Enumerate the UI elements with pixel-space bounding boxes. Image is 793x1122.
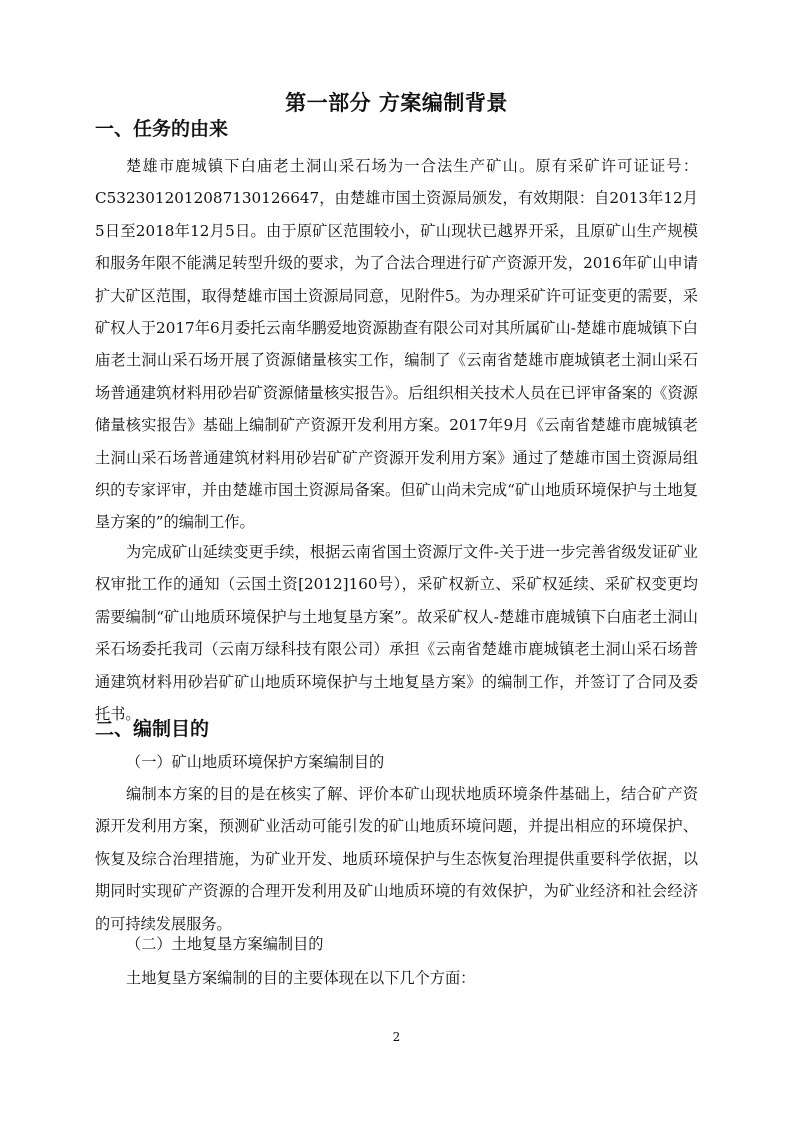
section-heading-purpose: 二、编制目的 xyxy=(95,718,210,740)
paragraph-origin-1: 楚雄市鹿城镇下白庙老土洞山采石场为一合法生产矿山。原有采矿许可证证号：C5323012012087130126647，由楚雄市国土资源局颁发，有效期限：自2013年12月5日至2018年12月5日。由于原矿区范围较小，矿山现状已越界开采，且原矿山生产规模和服务年限不能满足转型升级的要求，为了合法合理进行矿产资源开发，2016年矿山申请扩大矿区范围，取得楚雄市国土资源局同意，见附件5。为办理采矿许可证变更的需要，采矿权人于2017年6月委托云南华鹏爱地资源勘查有限公司对其所属矿山-楚雄市鹿城镇下白庙老土洞山采石场开展了资源储量核实工作，编制了《云南省楚雄市鹿城镇老土洞山采石场普通建筑材料用砂岩矿资源储量核实报告》。后组织相关技术人员在已评审备案的《资源储量核实报告》基础上编制矿产资源开发利用方案。2017年9月《云南省楚雄市鹿城镇老土洞山采石场普通建筑材料用砂岩矿矿产资源开发利用方案》通过了楚雄市国土资源局组织的专家评审，并由楚雄市国土资源局备案。但矿山尚未完成“矿山地质环境保护与土地复垦方案的”的编制工作。 xyxy=(95,157,698,532)
paragraph-land-reclamation-purpose: 土地复垦方案编制的目的主要体现在以下几个方面： xyxy=(126,969,476,987)
paragraph-geo-env-purpose: 编制本方案的目的是在核实了解、评价本矿山现状地质环境条件基础上，结合矿产资源开发利用方案，预测矿业活动可能引发的矿山地质环境问题，并提出相应的环境保护、恢复及综合治理措施，为矿业开发、地质环境保护与生态恢复治理提供重要科学依据，以期同时实现矿产资源的合理开发利用及矿山地质环境的有效保护，为矿业经济和社会经济的可持续发展服务。 xyxy=(95,785,698,933)
page-title: 第一部分 方案编制背景 xyxy=(285,91,508,115)
subheading-geo-env-purpose: （一）矿山地质环境保护方案编制目的 xyxy=(126,753,385,771)
paragraph-origin-2: 为完成矿山延续变更手续，根据云南省国土资源厅文件-关于进一步完善省级发证矿业权审批工作的通知（云国土资[2012]160号），采矿权新立、采矿权延续、采矿权变更均需要编制“矿山地质环境保护与土地复垦方案”。故采矿权人-楚雄市鹿城镇下白庙老土洞山采石场委托我司（云南万绿科技有限公司）承担《云南省楚雄市鹿城镇老土洞山采石场普通建筑材料用砂岩矿矿山地质环境保护与土地复垦方案》的编制工作，并签订了合同及委托书。 xyxy=(95,543,698,724)
subheading-land-reclamation-purpose: （二）土地复垦方案编制目的 xyxy=(126,935,324,953)
section-heading-origin: 一、任务的由来 xyxy=(95,118,229,140)
page-number: 2 xyxy=(392,1030,401,1044)
